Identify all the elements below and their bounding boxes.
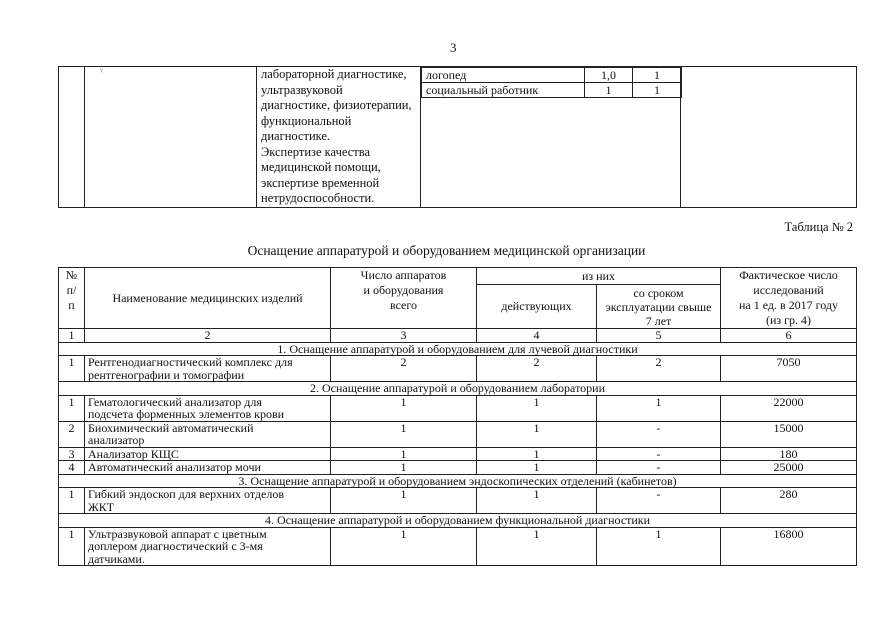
equipment-total: 1	[331, 461, 477, 475]
row-number: 2	[59, 421, 85, 447]
equipment-row	[59, 421, 857, 447]
studies-count: 16800	[721, 527, 857, 566]
equipment-name	[85, 421, 331, 447]
equipment-name-line: рентгенографии и томографии	[88, 367, 245, 382]
description-line: функциональной	[261, 113, 352, 128]
equipment-active: 2	[477, 356, 597, 382]
equipment-name-line: Биохимический автоматический	[88, 420, 254, 435]
description-line: нетрудоспособности.	[261, 191, 375, 205]
top-continuation-table	[58, 66, 857, 208]
equipment-name-line: Гибкий эндоскоп для верхних отделов	[88, 487, 285, 501]
scan-mark: ᵞ	[100, 66, 103, 77]
header-active: действующих	[477, 285, 597, 329]
staff-table	[421, 67, 682, 98]
table-label: Таблица № 2	[784, 220, 853, 234]
row-number: 1	[59, 395, 85, 421]
page-number: 3	[450, 40, 457, 55]
studies-count: 180	[721, 447, 857, 461]
staff-name: социальный работник	[422, 83, 585, 98]
top-cell-empty-2	[85, 67, 257, 208]
description-line: экспертизе временной	[261, 175, 380, 190]
equipment-name-line: Гематологический анализатор для	[88, 394, 262, 409]
description-line: диагностике, физиотерапии,	[261, 98, 412, 112]
description-line: диагностике.	[261, 129, 331, 143]
header-count: Число аппаратов и оборудования всего	[331, 268, 477, 329]
header-actual: Фактическое число исследований на 1 ед. в 2017 году (из гр. 4)	[721, 268, 857, 329]
description-line: Экспертизе качества	[261, 144, 371, 159]
equipment-name	[85, 356, 331, 382]
row-number: 1	[59, 527, 85, 566]
row-number: 1	[59, 488, 85, 514]
col-number: 6	[721, 329, 857, 343]
top-cell-empty-1	[59, 67, 85, 208]
equipment-row	[59, 356, 857, 382]
description-line: ультразвуковой	[261, 82, 343, 97]
equipment-total: 1	[331, 395, 477, 421]
equipment-name-line: подсчета форменных элементов крови	[88, 407, 285, 421]
row-number: 1	[59, 356, 85, 382]
equipment-name	[85, 488, 331, 514]
equipment-name-line: датчиками.	[88, 551, 145, 566]
staff-count: 1	[633, 68, 682, 83]
header-old: со сроком эксплуатации свыше 7 лет	[597, 285, 721, 329]
equipment-name-line: Рентгенодиагностический комплекс для	[88, 355, 293, 369]
equipment-row	[59, 447, 857, 461]
equipment-over-7-years: -	[597, 447, 721, 461]
section-title: 4. Оснащение аппаратурой и оборудованием функциональной диагностики	[59, 514, 857, 528]
equipment-name-line: Ультразвуковой аппарат с цветным	[88, 526, 267, 541]
equipment-active: 1	[477, 421, 597, 447]
equipment-name	[85, 447, 331, 461]
col-number: 2	[85, 329, 331, 343]
column-numbers-row	[59, 329, 857, 343]
section-row	[59, 342, 857, 356]
description-line: лабораторной диагностике,	[261, 67, 407, 81]
header-num: № п/ п	[59, 268, 85, 329]
equipment-active: 1	[477, 527, 597, 566]
equipment-active: 1	[477, 395, 597, 421]
staff-name: логопед	[422, 68, 585, 83]
equipment-over-7-years: -	[597, 461, 721, 475]
equipment-name-line: ЖКТ	[88, 499, 115, 514]
staff-cell	[421, 67, 681, 208]
staff-rate: 1,0	[585, 68, 633, 83]
section-title: 2. Оснащение аппаратурой и оборудованием лаборатории	[59, 382, 857, 396]
equipment-total: 1	[331, 527, 477, 566]
header-of-them: из них	[477, 268, 721, 285]
section-row	[59, 382, 857, 396]
section-row	[59, 514, 857, 528]
equipment-over-7-years: 2	[597, 356, 721, 382]
staff-row	[422, 83, 682, 98]
staff-rate: 1	[585, 83, 633, 98]
studies-count: 280	[721, 488, 857, 514]
equipment-total: 1	[331, 447, 477, 461]
equipment-row	[59, 527, 857, 566]
equipment-row	[59, 461, 857, 475]
top-description-cell	[257, 67, 421, 208]
equipment-total: 1	[331, 488, 477, 514]
header-name: Наименование медицинских изделий	[85, 268, 331, 329]
description-line: медицинской помощи,	[261, 160, 381, 174]
col-number: 3	[331, 329, 477, 343]
row-number: 4	[59, 461, 85, 475]
equipment-name	[85, 461, 331, 475]
equipment-over-7-years: -	[597, 488, 721, 514]
col-number: 1	[59, 329, 85, 343]
equipment-total: 2	[331, 356, 477, 382]
description-text	[261, 67, 416, 207]
equipment-name	[85, 395, 331, 421]
equipment-over-7-years: 1	[597, 527, 721, 566]
row-number: 3	[59, 447, 85, 461]
section-title: 3. Оснащение аппаратурой и оборудованием эндоскопических отделений (кабинетов)	[59, 474, 857, 488]
equipment-name-line: доплером диагностический с 3-мя	[88, 539, 263, 553]
col-number: 4	[477, 329, 597, 343]
equipment-active: 1	[477, 488, 597, 514]
equipment-name-line: Анализатор КЩС	[88, 446, 179, 461]
equipment-over-7-years: 1	[597, 395, 721, 421]
equipment-table	[58, 267, 857, 566]
table-title: Оснащение аппаратурой и оборудованием медицинской организации	[247, 243, 646, 258]
staff-row	[422, 68, 682, 83]
col-number: 5	[597, 329, 721, 343]
equipment-name	[85, 527, 331, 566]
equipment-active: 1	[477, 461, 597, 475]
top-cell-empty-5	[681, 67, 857, 208]
equipment-name-line: Автоматический анализатор мочи	[88, 460, 261, 474]
equipment-row	[59, 488, 857, 514]
equipment-total: 1	[331, 421, 477, 447]
equipment-row	[59, 395, 857, 421]
studies-count: 25000	[721, 461, 857, 475]
section-row	[59, 474, 857, 488]
equipment-name-line: анализатор	[88, 433, 145, 447]
studies-count: 15000	[721, 421, 857, 447]
studies-count: 22000	[721, 395, 857, 421]
equipment-active: 1	[477, 447, 597, 461]
equipment-over-7-years: -	[597, 421, 721, 447]
section-title: 1. Оснащение аппаратурой и оборудованием для лучевой диагностики	[59, 342, 857, 356]
staff-count: 1	[633, 83, 682, 98]
studies-count: 7050	[721, 356, 857, 382]
